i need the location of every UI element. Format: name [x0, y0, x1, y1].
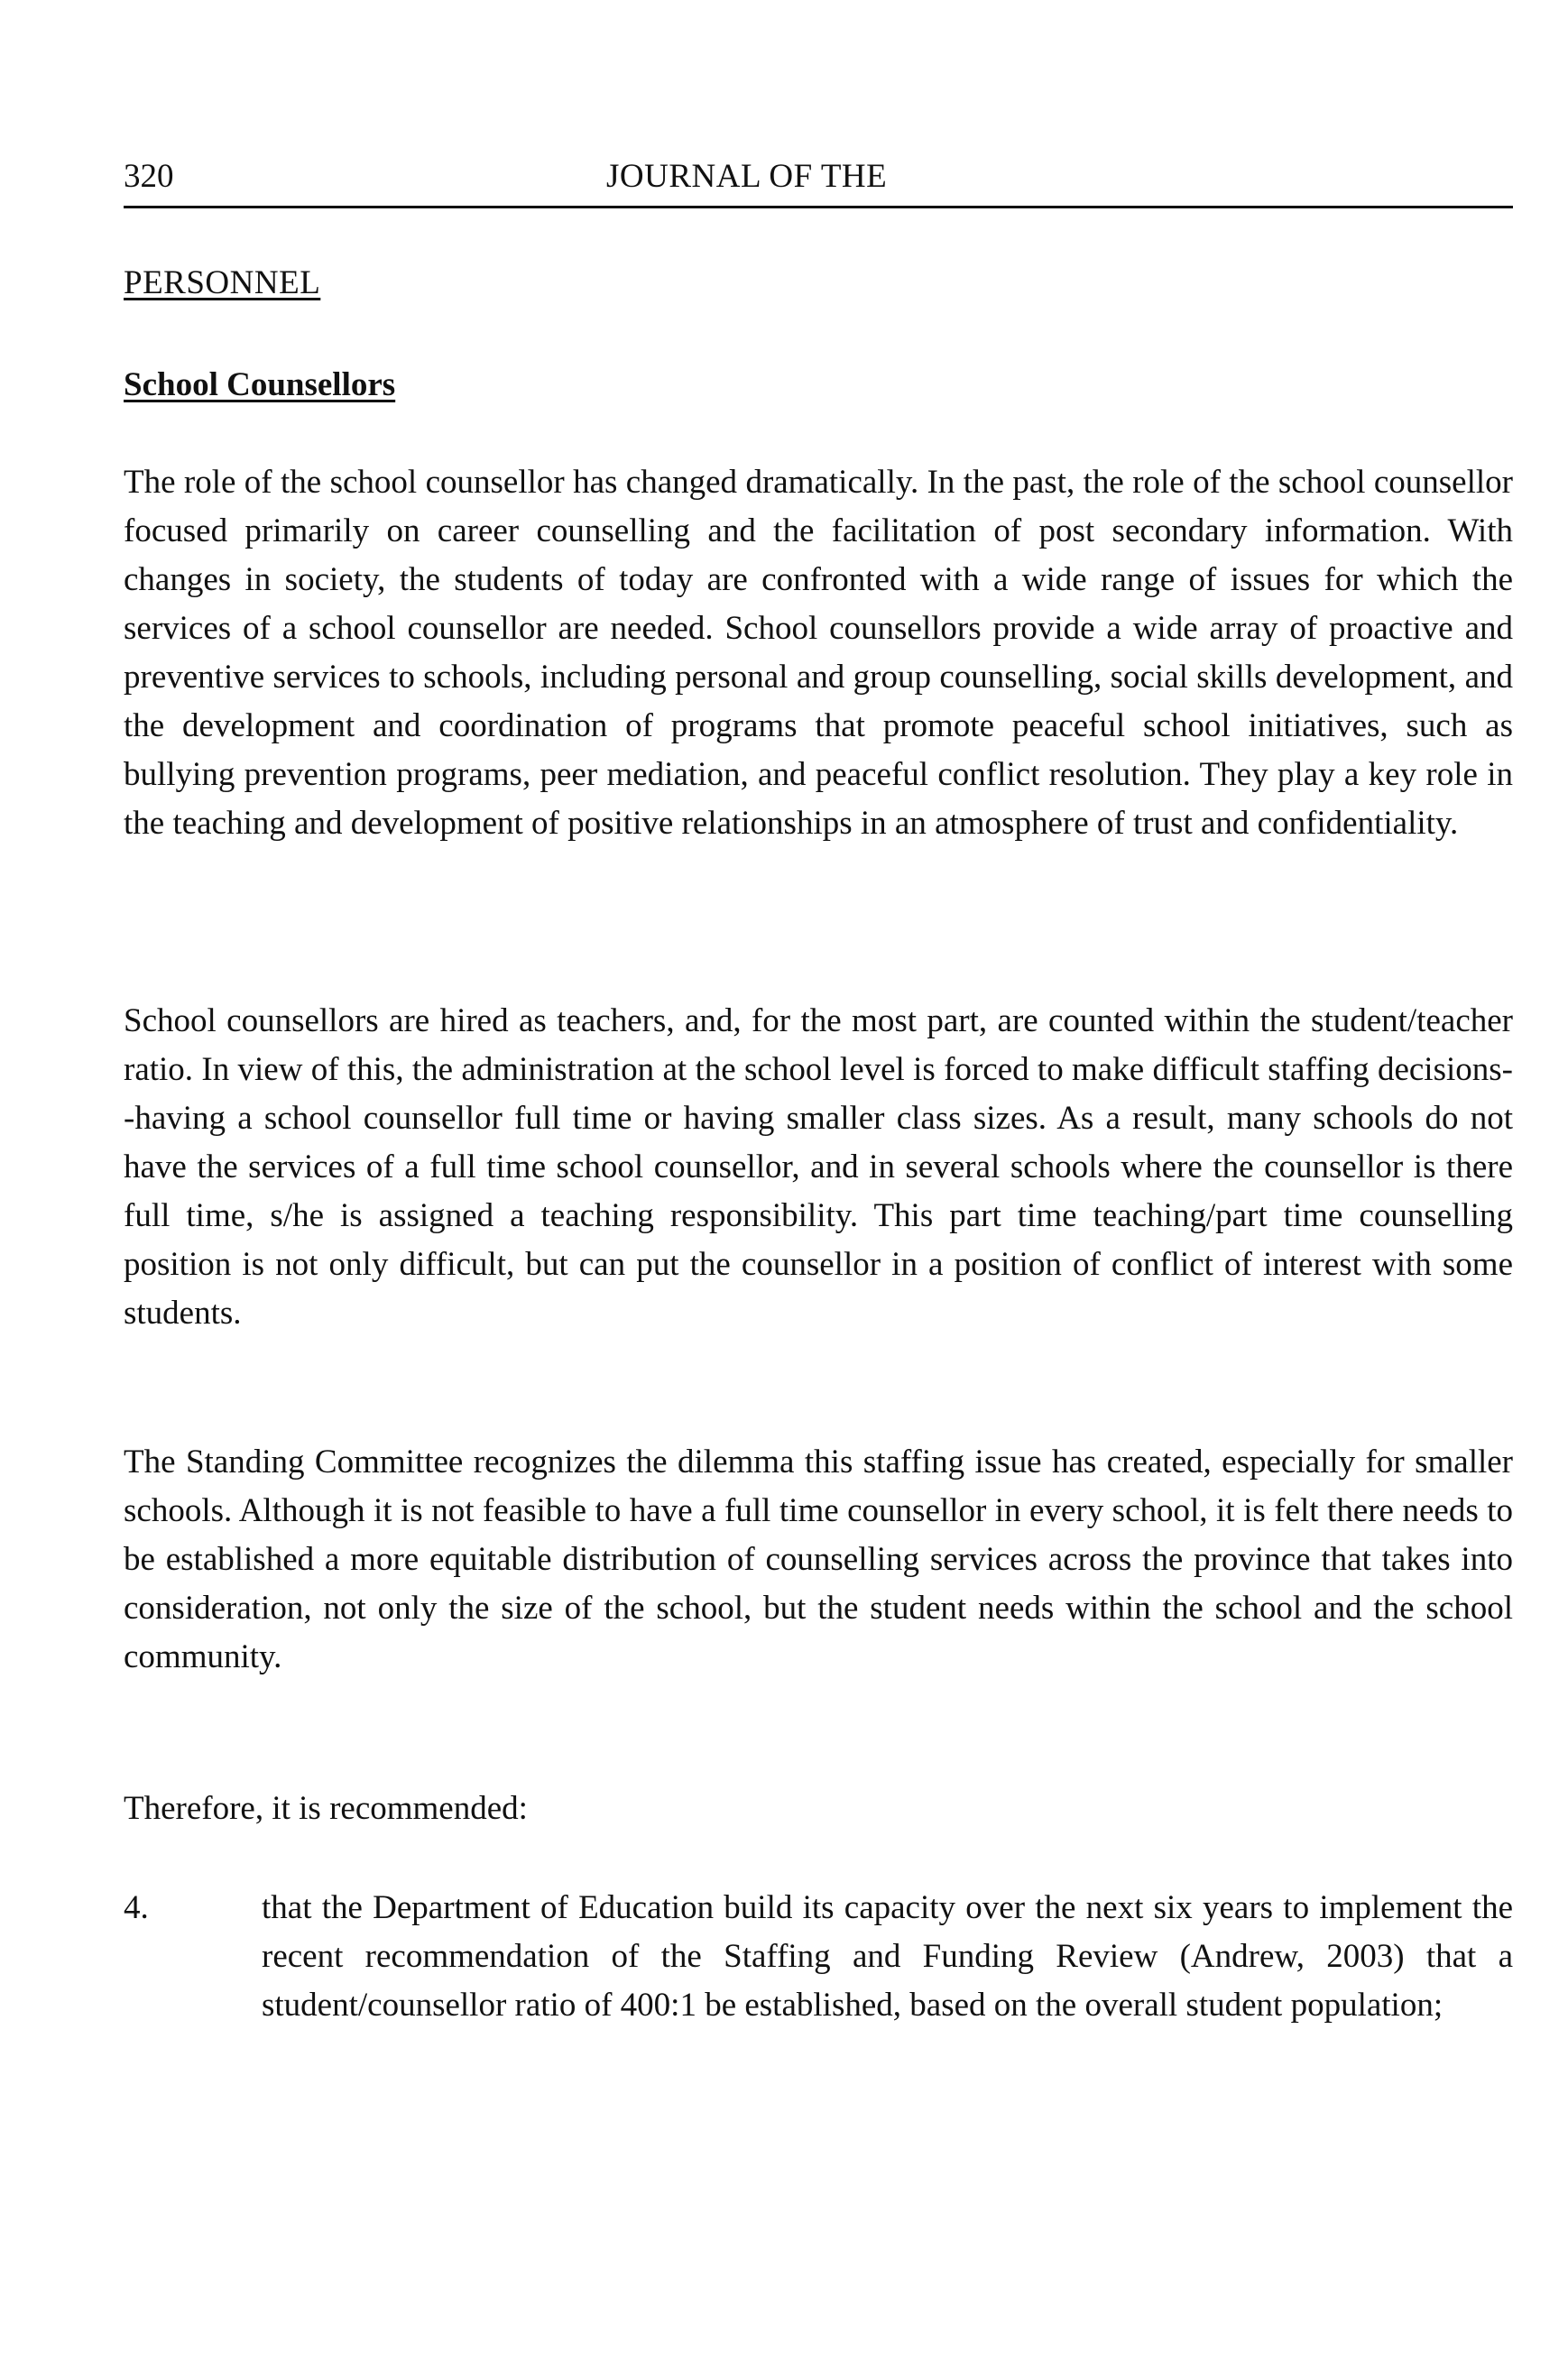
running-header [124, 155, 1513, 208]
paragraph-committee-dilemma: The Standing Committee recognizes the dilemma this staffing issue has created, especially for smaller schools. Although it is not feasible to have a full time counsellor in every school, it is felt there needs to be established a more equitable distribution of counselling services across the province that takes into consideration, not only the size of the school, but the student needs within the school and the school community. [124, 1444, 1513, 1675]
paragraph-recommendation-intro: Therefore, it is recommended: [124, 1790, 528, 1827]
recommendation-number: 4. [124, 1889, 149, 1926]
recommendation-item [124, 1884, 1513, 2082]
section-heading: PERSONNEL [124, 264, 321, 301]
paragraph-staffing-decisions: School counsellors are hired as teachers, and, for the most part, are counted within the student/teacher ratio. In view of this, the administration at the school level is forced to make difficult staffing decisions--having a school counsellor full time or having smaller class sizes. As a result, many schools do not have the services of a full time school counsellor, and in several schools where the counsellor is there full time, s/he is assigned a teaching responsibility. This part time teaching/part time counselling position is not only difficult, but can put the counsellor in a position of conflict of interest with some students. [124, 1002, 1513, 1332]
page-number: 320 [124, 158, 174, 195]
recommendation-text: that the Department of Education build its capacity over the next six years to implement the recent recommendation of the Staffing and Funding Review (Andrew, 2003) that a student/counsellor ratio of 400:1 be established, based on the overall student population; [262, 1889, 1513, 2024]
paragraph-role-of-counsellor: The role of the school counsellor has changed dramatically. In the past, the role of the school counsellor focused primarily on career counselling and the facilitation of post secondary information. With changes in society, the students of today are confronted with a wide range of issues for which the services of a school counsellor are needed. School counsellors provide a wide array of proactive and preventive services to schools, including personal and group counselling, social skills development, and the development and coordination of programs that promote peaceful school initiatives, such as bullying prevention programs, peer mediation, and peaceful conflict resolution. They play a key role in the teaching and development of positive relationships in an atmosphere of trust and confidentiality. [124, 464, 1513, 842]
journal-title: JOURNAL OF THE [606, 158, 888, 195]
subsection-heading: School Counsellors [124, 366, 396, 403]
